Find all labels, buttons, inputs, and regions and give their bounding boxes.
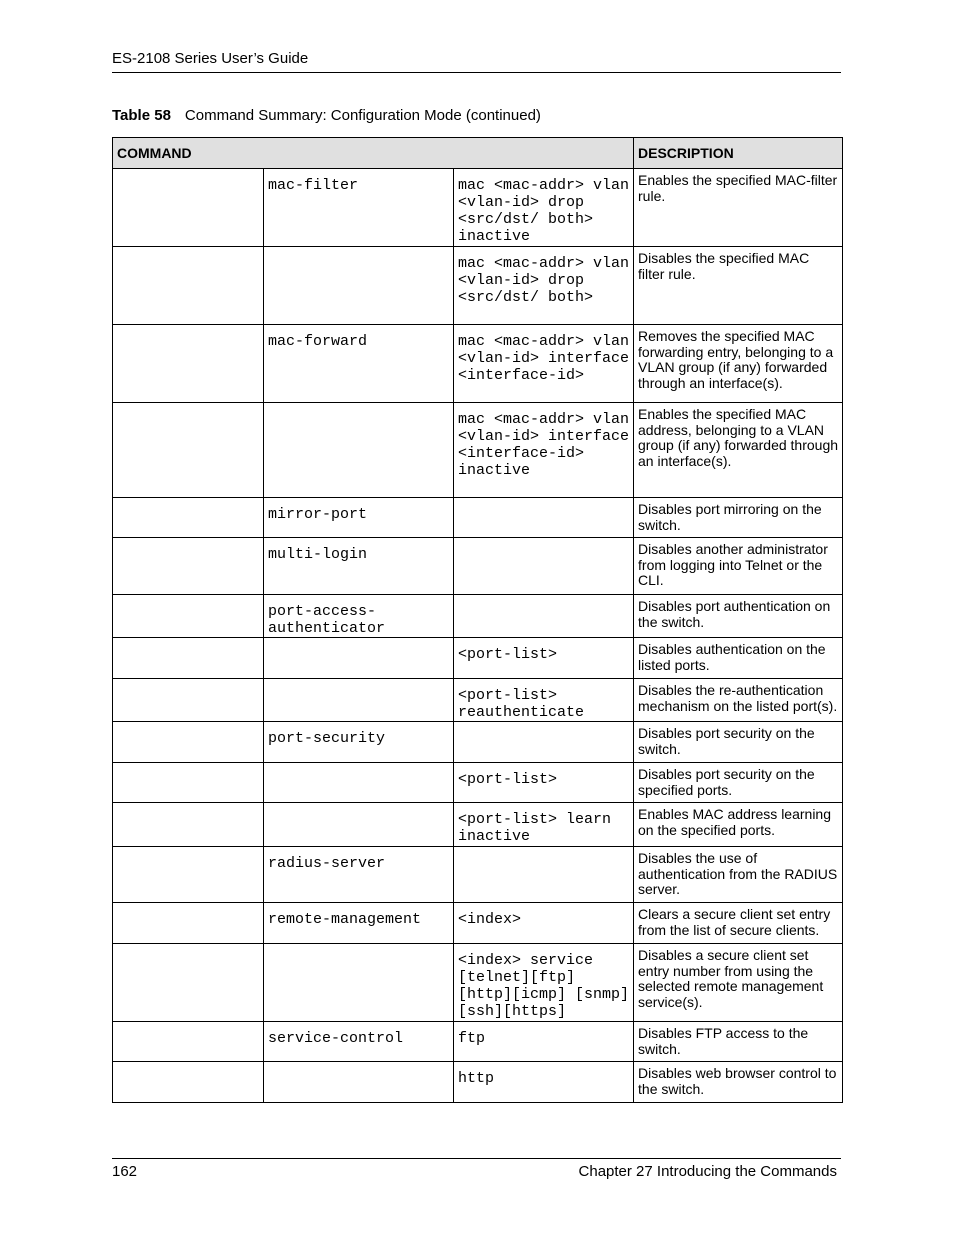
arguments-text: [454, 538, 633, 546]
arguments-text: [454, 722, 633, 730]
arguments-text: <port-list>: [458, 771, 558, 788]
subcommand-cell: [264, 1062, 454, 1103]
arguments-text: <port-list>: [458, 646, 558, 663]
arguments-cell: [454, 847, 634, 903]
subcommand-cell: [264, 498, 454, 538]
description-column-header: DESCRIPTION: [634, 138, 843, 169]
description-text: Disables FTP access to the switch.: [638, 1025, 809, 1057]
arguments-cell: [454, 169, 639, 247]
subcommand-text: port-access-authenticator: [268, 603, 386, 637]
command-cell: [113, 803, 264, 847]
description-cell: [634, 595, 843, 638]
subcommand-text: [264, 679, 453, 687]
subcommand-cell: [264, 722, 454, 763]
guide-title: ES-2108 Series User’s Guide: [112, 50, 309, 67]
table-row: [113, 538, 843, 595]
arguments-text: [454, 847, 633, 855]
subcommand-text: mirror-port: [268, 506, 368, 523]
subcommand-text: [264, 803, 453, 811]
arguments-text: mac <mac-addr> vlan <vlan-id> drop <src/dst/ both> inactive: [458, 177, 639, 245]
table-row: [113, 247, 843, 325]
subcommand-text: [264, 403, 453, 411]
arguments-cell: [454, 595, 634, 638]
arguments-text: mac <mac-addr> vlan <vlan-id> interface <interface-id>: [458, 333, 639, 384]
arguments-cell: [454, 1062, 634, 1103]
description-cell: [634, 847, 843, 903]
arguments-cell: [454, 638, 634, 679]
subcommand-text: service-control: [268, 1030, 404, 1047]
table-row: [113, 169, 843, 247]
description-cell: [634, 498, 843, 538]
description-text: Disables authentication on the listed ports.: [638, 641, 826, 673]
arguments-cell: [454, 763, 634, 803]
subcommand-cell: [264, 763, 454, 803]
subcommand-cell: [264, 903, 454, 944]
subcommand-cell: [264, 325, 454, 403]
command-cell: [113, 595, 264, 638]
arguments-cell: [454, 498, 634, 538]
subcommand-cell: [264, 679, 454, 722]
description-text: Disables the specified MAC filter rule.: [638, 250, 810, 282]
description-text: Disables port security on the switch.: [638, 725, 815, 757]
page-number: 162: [112, 1163, 138, 1180]
description-text: Disables a secure client set entry number from using the selected remote management service(s).: [638, 947, 824, 1010]
description-text: Disables the re-authentication mechanism on the listed port(s).: [638, 682, 838, 714]
table-row: [113, 722, 843, 763]
description-cell: [634, 1022, 843, 1062]
description-text: Enables the specified MAC-filter rule.: [638, 172, 838, 204]
command-summary-table: [112, 137, 843, 1103]
subcommand-cell: [264, 944, 454, 1022]
subcommand-text: remote-management: [268, 911, 422, 928]
description-cell: [634, 722, 843, 763]
description-cell: [634, 538, 843, 595]
arguments-cell: [454, 944, 634, 1022]
table-caption: [112, 107, 541, 124]
table-row: [113, 763, 843, 803]
command-cell: [113, 1062, 264, 1103]
subcommand-cell: [264, 247, 454, 325]
subcommand-cell: [264, 847, 454, 903]
subcommand-cell: [264, 538, 454, 595]
command-cell: [113, 679, 264, 722]
description-text: Enables the specified MAC address, belonging to a VLAN group (if any) forwarded through an interface(s).: [638, 406, 839, 469]
command-cell: [113, 498, 264, 538]
subcommand-text: [264, 638, 453, 646]
command-cell: [113, 847, 264, 903]
subcommand-text: [264, 1062, 453, 1070]
description-cell: [634, 903, 843, 944]
table-row: [113, 679, 843, 722]
table-row: [113, 847, 843, 903]
arguments-text: <index>: [458, 911, 522, 928]
description-cell: [634, 169, 843, 247]
description-cell: [634, 679, 843, 722]
description-cell: [634, 403, 843, 498]
table-row: [113, 1062, 843, 1103]
subcommand-cell: [264, 595, 454, 638]
subcommand-cell: [264, 169, 454, 247]
table-header-row: [113, 138, 843, 169]
description-cell: [634, 803, 843, 847]
arguments-cell: [454, 679, 634, 722]
arguments-text: <port-list> reauthenticate: [458, 687, 585, 721]
table-row: [113, 638, 843, 679]
table-row: [113, 498, 843, 538]
description-text: Clears a secure client set entry from the list of secure clients.: [638, 906, 831, 938]
description-cell: [634, 1062, 843, 1103]
table-number: Table 58: [112, 107, 171, 124]
subcommand-text: mac-forward: [268, 333, 368, 350]
table-title: Command Summary: Configuration Mode (continued): [184, 107, 541, 124]
command-cell: [113, 944, 264, 1022]
command-cell: [113, 763, 264, 803]
command-cell: [113, 903, 264, 944]
command-cell: [113, 1022, 264, 1062]
subcommand-text: [264, 944, 453, 952]
description-text: Disables port security on the specified ports.: [638, 766, 815, 798]
command-cell: [113, 538, 264, 595]
command-cell: [113, 247, 264, 325]
running-header: [112, 50, 841, 73]
table-row: [113, 803, 843, 847]
description-text: Disables port mirroring on the switch.: [638, 501, 822, 533]
arguments-text: <port-list> learn inactive: [458, 811, 621, 845]
description-text: Removes the specified MAC forwarding entry, belonging to a VLAN group (if any) forwarded through an interface(s).: [638, 328, 834, 391]
arguments-text: [454, 595, 633, 603]
arguments-text: mac <mac-addr> vlan <vlan-id> interface <interface-id> inactive: [458, 411, 639, 479]
description-text: Disables web browser control to the switch.: [638, 1065, 837, 1097]
command-cell: [113, 638, 264, 679]
arguments-text: http: [458, 1070, 495, 1087]
command-cell: [113, 403, 264, 498]
arguments-cell: [454, 247, 639, 325]
chapter-title: Chapter 27 Introducing the Commands: [578, 1163, 837, 1180]
description-text: Disables the use of authentication from the RADIUS server.: [638, 850, 838, 898]
description-cell: [634, 763, 843, 803]
table-row: [113, 944, 843, 1022]
description-text: Disables another administrator from logging into Telnet or the CLI.: [638, 541, 828, 589]
subcommand-text: mac-filter: [268, 177, 359, 194]
description-cell: [634, 325, 843, 403]
table-row: [113, 403, 843, 498]
description-cell: [634, 638, 843, 679]
arguments-cell: [454, 803, 634, 847]
arguments-cell: [454, 538, 634, 595]
subcommand-cell: [264, 803, 454, 847]
subcommand-cell: [264, 1022, 454, 1062]
table-row: [113, 595, 843, 638]
arguments-text: mac <mac-addr> vlan <vlan-id> drop <src/dst/ both>: [458, 255, 639, 306]
table-row: [113, 1022, 843, 1062]
table-row: [113, 903, 843, 944]
subcommand-text: radius-server: [268, 855, 386, 872]
description-text: Disables port authentication on the switch.: [638, 598, 831, 630]
description-cell: [634, 247, 843, 325]
page-footer: [112, 1158, 841, 1180]
description-text: Enables MAC address learning on the specified ports.: [638, 806, 832, 838]
arguments-cell: [454, 325, 639, 403]
subcommand-text: [264, 247, 453, 255]
arguments-cell: [454, 403, 639, 498]
command-column-header: COMMAND: [113, 138, 634, 169]
subcommand-cell: [264, 403, 454, 498]
arguments-text: ftp: [458, 1030, 486, 1047]
subcommand-text: port-security: [268, 730, 386, 747]
subcommand-text: [264, 763, 453, 771]
arguments-text: [454, 498, 633, 506]
arguments-cell: [454, 722, 634, 763]
arguments-cell: [454, 903, 634, 944]
command-cell: [113, 722, 264, 763]
subcommand-text: multi-login: [268, 546, 368, 563]
command-cell: [113, 169, 264, 247]
table-row: [113, 325, 843, 403]
command-cell: [113, 325, 264, 403]
subcommand-cell: [264, 638, 454, 679]
description-cell: [634, 944, 843, 1022]
arguments-cell: [454, 1022, 634, 1062]
arguments-text: <index> service [telnet][ftp] [http][icmp] [snmp][ssh][https]: [458, 952, 630, 1020]
